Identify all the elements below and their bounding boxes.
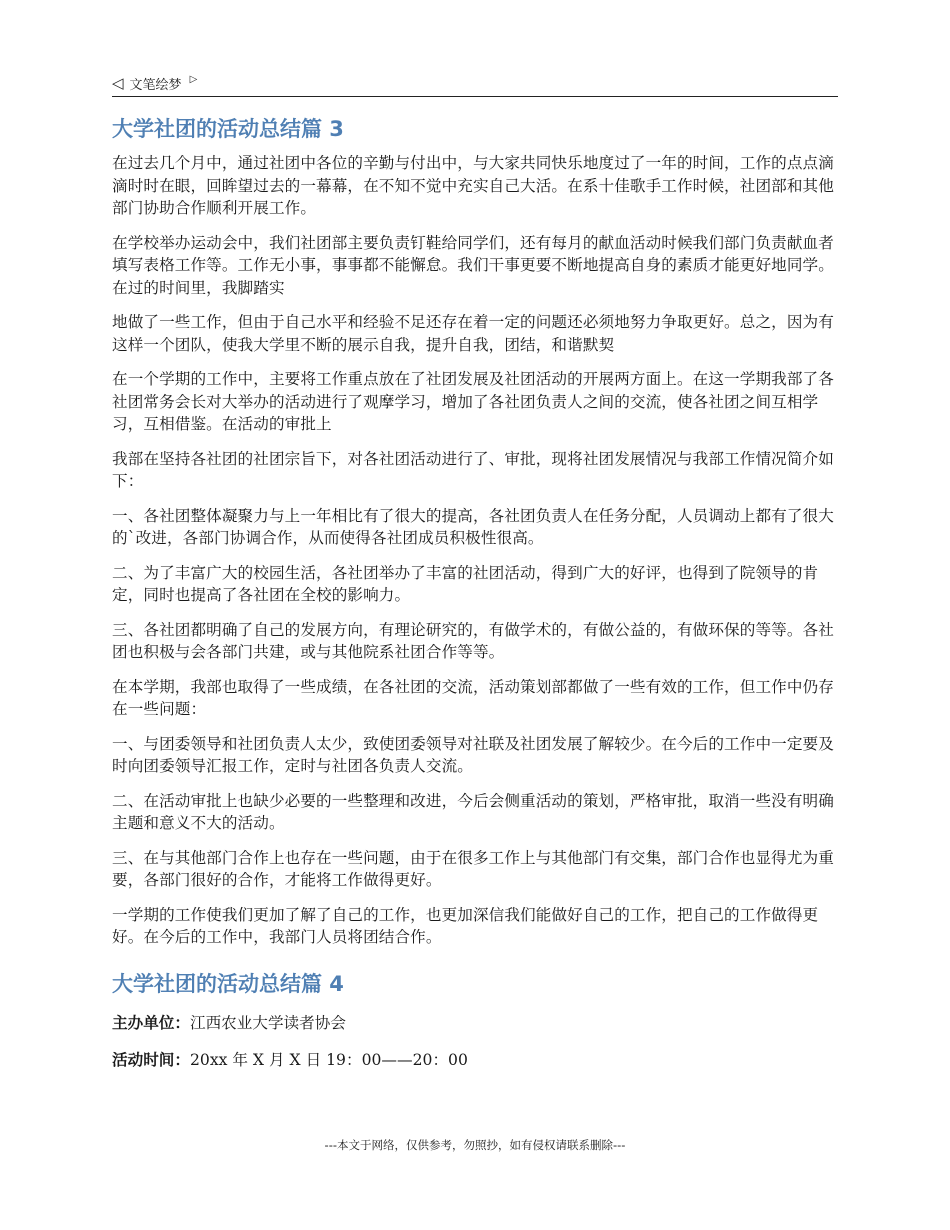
page-footer: ---本文于网络，仅供参考，勿照抄，如有侵权请联系删除--- (324, 1138, 626, 1152)
organizer-value: 江西农业大学读者协会 (189, 1013, 346, 1032)
organizer-label: 主办单位： (112, 1013, 190, 1032)
activity-time-label: 活动时间： (112, 1050, 190, 1069)
paragraph: 二、在活动审批上也缺少必要的一些整理和改进，今后会侧重活动的策划，严格审批，取消一些没有明确主题和意义不大的活动。 (112, 791, 834, 832)
triangle-left-icon: ◁ (112, 73, 124, 92)
paragraph: 三、在与其他部门合作上也存在一些问题，由于在很多工作上与其他部门有交集，部门合作也显得尤为重要，各部门很好的合作，才能将工作做得更好。 (112, 848, 834, 889)
activity-time-line (112, 1048, 840, 1072)
paragraph: 一学期的工作使我们更加了解了自己的工作，也更加深信我们能做好自己的工作，把自己的工作做得更好。在今后的工作中，我部门人员将团结合作。 (112, 905, 819, 946)
paragraph: 三、各社团都明确了自己的发展方向，有理论研究的，有做学术的，有做公益的，有做环保的等等。各社团也积极与会各部门共建，或与其他院系社团合作等等。 (112, 620, 834, 661)
paragraph: 在过去几个月中，通过社团中各位的辛勤与付出中，与大家共同快乐地度过了一年的时间，工作的点点滴滴时时在眼，回眸望过去的一幕幕，在不知不觉中充实自己大活。在系十佳歌手工作时候，社团部和其他部门协助合作顺利开展工作。 (112, 154, 834, 217)
paragraph: 一、与团委领导和社团负责人太少，致使团委领导对社联及社团发展了解较少。在今后的工作中一定要及时向团委领导汇报工作，定时与社团各负责人交流。 (112, 734, 834, 775)
header-title: 文笔绘梦 (129, 77, 182, 93)
paragraph: 在本学期，我部也取得了一些成绩，在各社团的交流，活动策划部都做了一些有效的工作，但工作中仍存在一些问题： (112, 677, 834, 718)
paragraph: 地做了一些工作，但由于自己水平和经验不足还存在着一定的问题还必须地努力争取更好。总之，因为有这样一个团队，使我大学里不断的展示自我，提升自我，团结，和谐默契 (112, 313, 834, 354)
document-body (112, 112, 840, 1085)
activity-time-value: 20xx 年 X 月 X 日 19：00——20：00 (189, 1050, 468, 1069)
paragraph: 二、为了丰富广大的校园生活，各社团举办了丰富的社团活动，得到广大的好评，也得到了院领导的肯定，同时也提高了各社团在全校的影响力。 (112, 563, 819, 604)
triangle-right-icon: ▷ (189, 74, 198, 85)
paragraph: 一、各社团整体凝聚力与上一年相比有了很大的提高，各社团负责人在任务分配，人员调动上都有了很大的`改进，各部门协调合作，从而使得各社团成员积极性很高。 (112, 506, 834, 547)
organizer-line (112, 1011, 840, 1035)
paragraph: 在学校举办运动会中，我们社团部主要负责钉鞋给同学们，还有每月的献血活动时候我们部门负责献血者填写表格工作等。工作无小事，事事都不能懈怠。我们干事更要不断地提高自身的素质才能更好地同学。在过的时间里，我脚踏实 (112, 233, 834, 297)
section-3-heading: 大学社团的活动总结篇 3 (112, 117, 344, 141)
page-header (112, 70, 838, 97)
section-4-heading: 大学社团的活动总结篇 4 (112, 971, 344, 996)
paragraph: 在一个学期的工作中，主要将工作重点放在了社团发展及社团活动的开展两方面上。在这一学期我部了各社团常务会长对大举办的活动进行了观摩学习，增加了各社团负责人之间的交流，使各社团之间互相学习，互相借鉴。在活动的审批上 (112, 370, 834, 433)
paragraph: 我部在坚持各社团的社团宗旨下，对各社团活动进行了、审批，现将社团发展情况与我部工作情况简介如下： (112, 449, 834, 490)
